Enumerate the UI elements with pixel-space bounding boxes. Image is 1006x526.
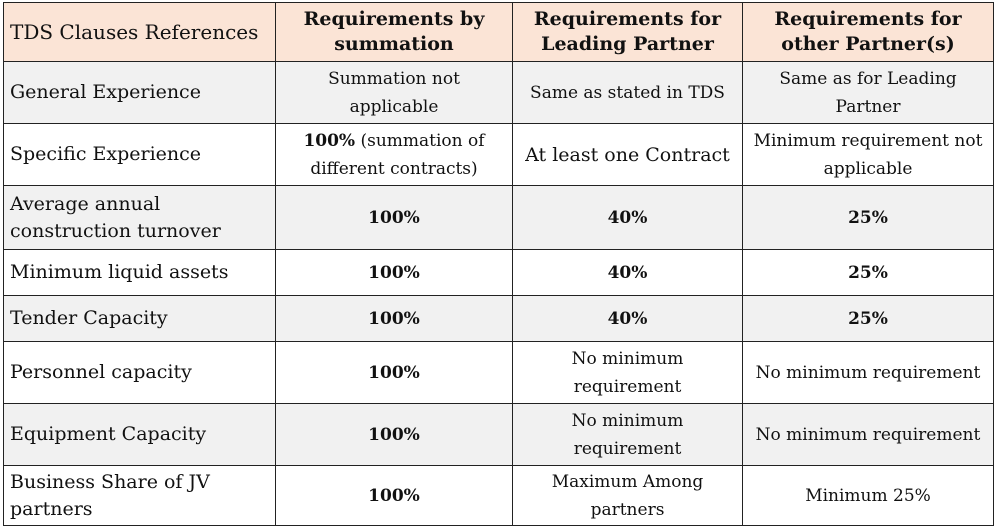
- row-label: Specific Experience: [4, 124, 276, 186]
- row-label: Average annual construction turnover: [4, 186, 276, 250]
- row-label: General Experience: [4, 62, 276, 124]
- summation-cell: 100%: [276, 296, 513, 342]
- other-partner-cell: 25%: [743, 186, 994, 250]
- header-row: [4, 3, 994, 62]
- leading-partner-cell: No minimum requirement: [513, 342, 743, 404]
- other-partner-cell: No minimum requirement: [743, 342, 994, 404]
- table-row: [4, 404, 994, 466]
- header-other-partners: Requirements for other Partner(s): [743, 3, 994, 62]
- table-row: [4, 124, 994, 186]
- summation-cell: Summation not applicable: [276, 62, 513, 124]
- leading-partner-cell: At least one Contract: [513, 124, 743, 186]
- leading-partner-cell: Same as stated in TDS: [513, 62, 743, 124]
- table-row: [4, 296, 994, 342]
- summation-cell: 100%: [276, 342, 513, 404]
- table-row: [4, 186, 994, 250]
- table-row: [4, 250, 994, 296]
- leading-partner-cell: 40%: [513, 186, 743, 250]
- summation-cell: [276, 124, 513, 186]
- tds-requirements-table: [3, 2, 994, 526]
- table-row: [4, 62, 994, 124]
- other-partner-cell: 25%: [743, 250, 994, 296]
- header-summation: Requirements by summation: [276, 3, 513, 62]
- table-row: [4, 342, 994, 404]
- summation-cell: 100%: [276, 250, 513, 296]
- other-partner-cell: 25%: [743, 296, 994, 342]
- summation-cell: 100%: [276, 466, 513, 526]
- table-row: [4, 466, 994, 526]
- summation-note: (summation of different contracts): [310, 130, 485, 179]
- header-tds-clauses: TDS Clauses References: [4, 3, 276, 62]
- other-partner-cell: Minimum requirement not applicable: [743, 124, 994, 186]
- row-label: Tender Capacity: [4, 296, 276, 342]
- other-partner-cell: Minimum 25%: [743, 466, 994, 526]
- summation-bold-value: 100%: [303, 130, 356, 151]
- leading-partner-cell: 40%: [513, 296, 743, 342]
- leading-partner-cell: 40%: [513, 250, 743, 296]
- other-partner-cell: No minimum requirement: [743, 404, 994, 466]
- leading-partner-cell: No minimum requirement: [513, 404, 743, 466]
- row-label: Minimum liquid assets: [4, 250, 276, 296]
- row-label: Personnel capacity: [4, 342, 276, 404]
- header-leading-partner: Requirements for Leading Partner: [513, 3, 743, 62]
- row-label: Equipment Capacity: [4, 404, 276, 466]
- other-partner-cell: Same as for Leading Partner: [743, 62, 994, 124]
- summation-cell: 100%: [276, 404, 513, 466]
- row-label: Business Share of JV partners: [4, 466, 276, 526]
- summation-cell: 100%: [276, 186, 513, 250]
- leading-partner-cell: Maximum Among partners: [513, 466, 743, 526]
